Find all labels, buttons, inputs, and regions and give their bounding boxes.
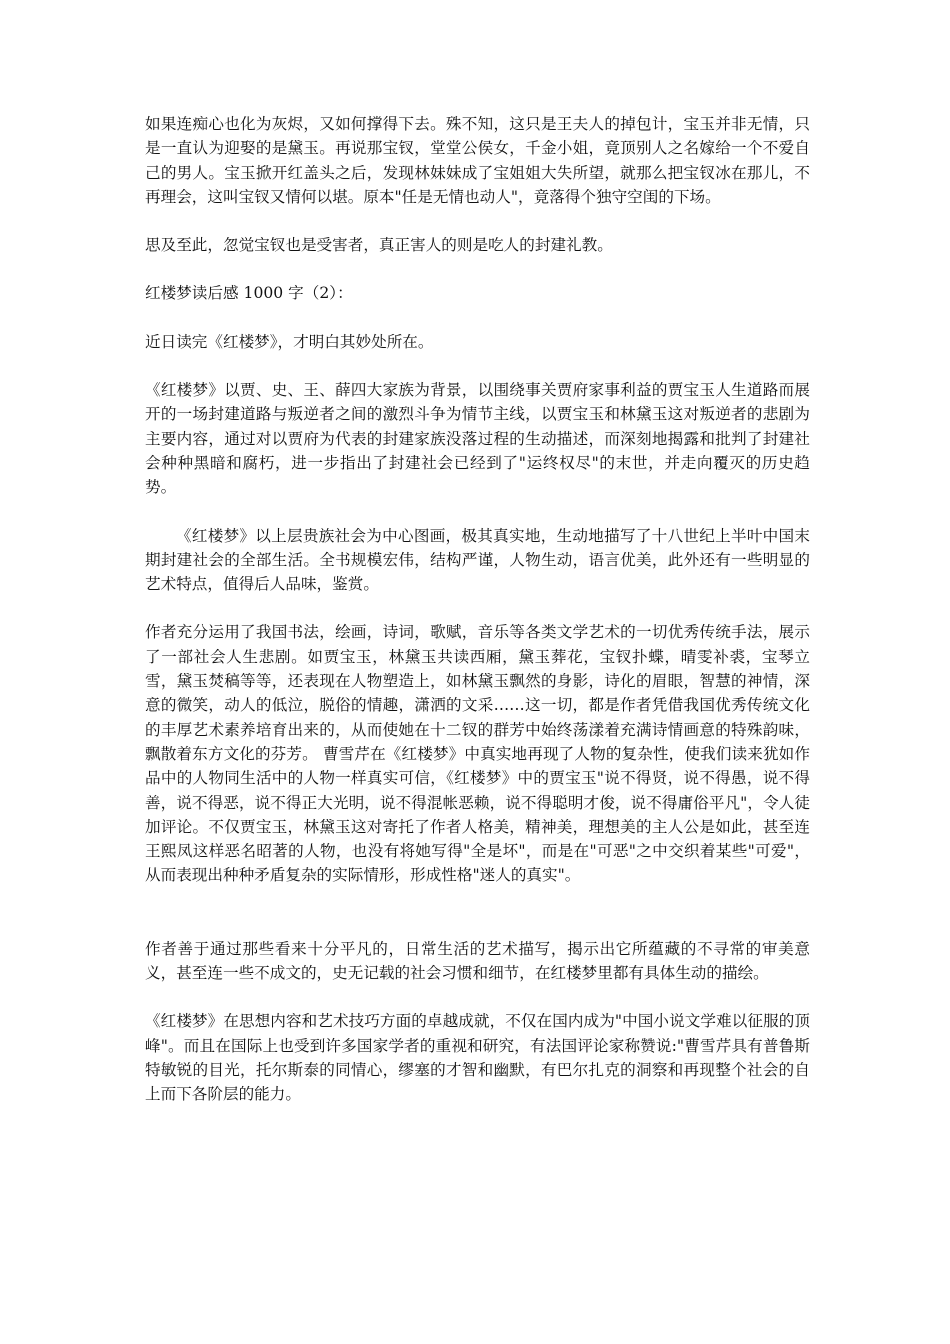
paragraph-daily-life: 作者善于通过那些看来十分平凡的，日常生活的艺术描写，揭示出它所蕴藏的不寻常的审美意义，甚至连一些不成文的，史无记载的社会习惯和细节，在红楼梦里都有具体生动的描绘。	[145, 939, 810, 983]
document-page	[145, 112, 810, 1131]
paragraph-feudal-ethics: 思及至此，忽觉宝钗也是受害者，真正害人的则是吃人的封建礼教。	[145, 236, 613, 255]
paragraph-baochai-fate: 如果连痴心也化为灰烬，又如何撑得下去。殊不知，这只是王夫人的掉包计，宝玉并非无情，只是一直认为迎娶的是黛玉。再说那宝钗，堂堂公侯女，千金小姐，竟顶别人之名嫁给一个不爱自己的男人。宝玉掀开红盖头之后，发现林妹妹成了宝姐姐大失所望，就那么把宝钗冰在那儿，不再理会，这叫宝钗又情何以堪。原本"任是无情也动人"，竟落得个独守空闺的下场。	[145, 115, 810, 206]
paragraph-intro: 近日读完《红楼梦》，才明白其妙处所在。	[145, 332, 434, 351]
paragraph-background: 《红楼梦》以贾、史、王、薛四大家族为背景，以围绕事关贾府家事利益的贾宝玉人生道路而展开的一场封建道路与叛逆者之间的激烈斗争为情节主线，以贾宝玉和林黛玉这对叛逆者的悲剧为主要内容，通过对以贾府为代表的封建家族没落过程的生动描述，而深刻地揭露和批判了封建社会种种黑暗和腐朽，进一步指出了封建社会已经到了"运终权尽"的末世，并走向覆灭的历史趋势。	[145, 381, 810, 497]
paragraph-techniques: 作者充分运用了我国书法，绘画，诗词，歌赋，音乐等各类文学艺术的一切优秀传统手法，展示了一部社会人生悲剧。如贾宝玉，林黛玉共读西厢，黛玉葬花，宝钗扑蝶，晴雯补裘，宝琴立雪，黛玉焚稿等等，还表现在人物塑造上，如林黛玉飘然的身影，诗化的眉眼，智慧的神情，深意的微笑，动人的低泣，脱俗的情趣，潇洒的文采……这一切，都是作者凭借我国优秀传统文化的丰厚艺术素养培育出来的，从而使她在十二钗的群芳中始终荡漾着充满诗情画意的特殊韵味，飘散着东方文化的芬芳。 曹雪芹在《红楼梦》中真实地再现了人物的复杂性，使我们读来犹如作品中的人物同生活中的人物一样真实可信，《红楼梦》中的贾宝玉"说不得贤，说不得愚，说不得善，说不得恶，说不得正大光明，说不得混帐恶赖，说不得聪明才俊，说不得庸俗平凡"，令人徒加评论。不仅贾宝玉，林黛玉这对寄托了作者人格美，精神美，理想美的主人公是如此，甚至连王熙凤这样恶名昭著的人物，也没有将她写得"全是坏"，而是在"可恶"之中交织着某些"可爱"，从而表现出种种矛盾复杂的实际情形，形成性格"迷人的真实"。	[145, 623, 810, 885]
paragraph-features: 《红楼梦》以上层贵族社会为中心图画，极其真实地，生动地描写了十八世纪上半叶中国末期封建社会的全部生活。全书规模宏伟，结构严谨，人物生动，语言优美，此外还有一些明显的艺术特点，值得后人品味，鉴赏。	[145, 526, 810, 594]
section-heading: 红楼梦读后感 1000 字（2）：	[145, 284, 353, 303]
paragraph-achievement: 《红楼梦》在思想内容和艺术技巧方面的卓越成就，不仅在国内成为"中国小说文学难以征服的顶峰"。而且在国际上也受到许多国家学者的重视和研究，有法国评论家称赞说:"曹雪芹具有普鲁斯特敏锐的目光，托尔斯泰的同情心，缪塞的才智和幽默，有巴尔扎克的洞察和再现整个社会的自上而下各阶层的能力。	[145, 1012, 810, 1104]
